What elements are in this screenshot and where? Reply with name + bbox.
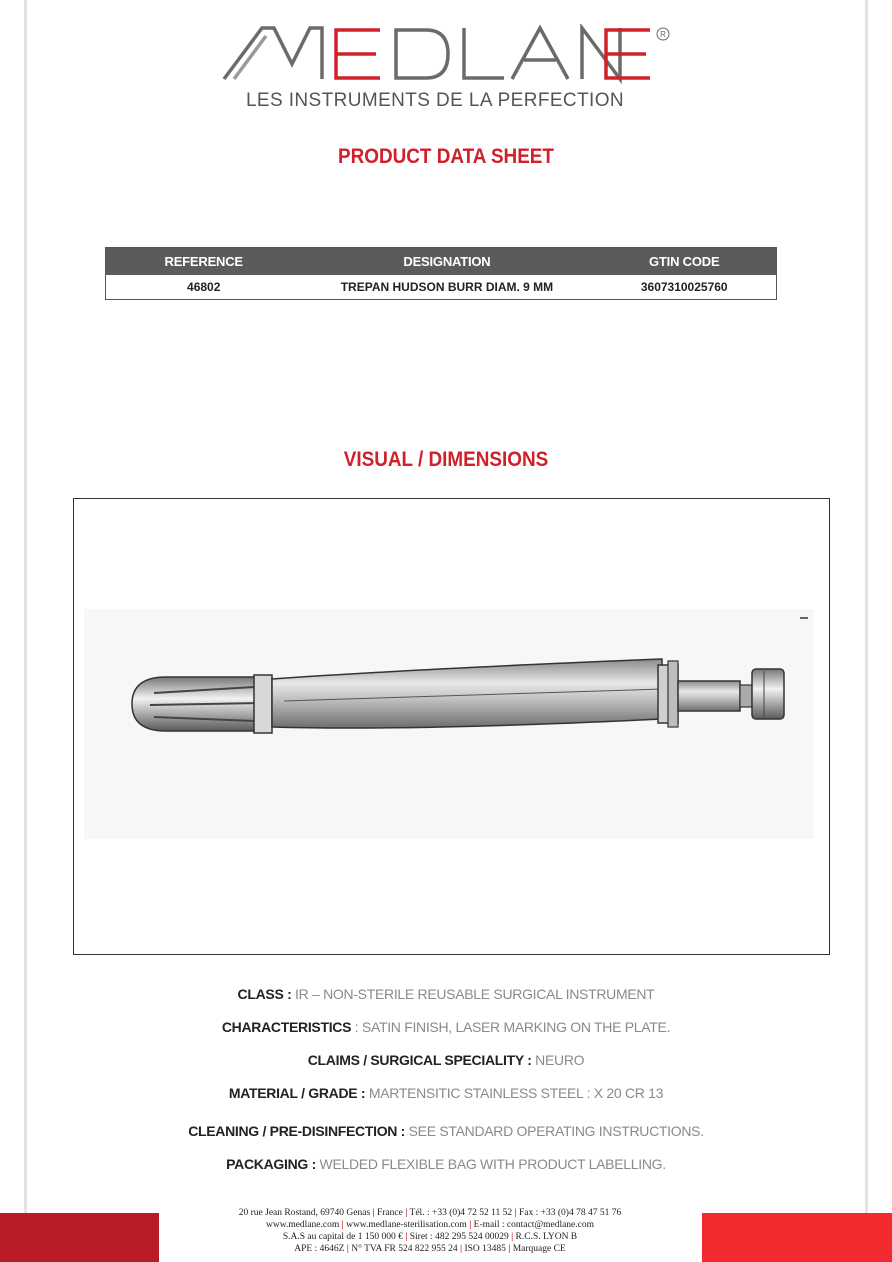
spec-characteristics: [0, 1019, 892, 1035]
spec-value: : SATIN FINISH, LASER MARKING ON THE PLATE.: [351, 1019, 671, 1035]
registered-mark: R: [660, 30, 666, 39]
footer-line-company: S.A.S au capital de 1 150 000 € | Siret : 482 295 524 00029 | R.C.S. LYON B: [282, 1232, 578, 1242]
footer-address: 20 rue Jean Rostand, 69740 Genas: [238, 1208, 373, 1218]
trepan-burr-drawing: [74, 499, 829, 954]
spec-label: PACKAGING :: [226, 1156, 316, 1172]
spec-value: NEURO: [531, 1052, 585, 1068]
footer-line-address: 20 rue Jean Rostand, 69740 Genas | France | Tél. : +33 (0)4 72 52 11 52 | Fax : +33 (0)4 78 47 51 76: [238, 1208, 622, 1218]
reference-table: [105, 247, 777, 300]
spec-class: [0, 986, 892, 1002]
cell-designation: TREPAN HUDSON BURR DIAM. 9 MM: [340, 280, 554, 294]
footer-fax: Fax : +33 (0)4 78 47 51 76: [516, 1208, 622, 1218]
table-header-row: [106, 248, 777, 276]
visual-dimensions-title: VISUAL / DIMENSIONS: [343, 448, 549, 471]
spec-value: WELDED FLEXIBLE BAG WITH PRODUCT LABELLING.: [315, 1156, 666, 1172]
footer-line-legal: APE : 4646Z | N° TVA FR 524 822 955 24 | ISO 13485 | Marquage CE: [294, 1244, 566, 1254]
footer-phone: Tél. : +33 (0)4 72 52 11 52: [407, 1208, 515, 1218]
header-reference: REFERENCE: [106, 248, 302, 276]
brand-tagline: LES INSTRUMENTS DE LA PERFECTION: [245, 90, 625, 111]
spec-cleaning: [0, 1123, 892, 1139]
footer-vat: N° TVA FR 524 822 955 24: [348, 1244, 460, 1254]
spec-value: SEE STANDARD OPERATING INSTRUCTIONS.: [405, 1123, 704, 1139]
footer-website-link[interactable]: www.medlane.com: [265, 1220, 342, 1230]
footer-sterilisation-link[interactable]: www.medlane-sterilisation.com: [343, 1220, 470, 1230]
spec-material: [0, 1085, 892, 1101]
footer-siret: Siret : 482 295 524 00029: [407, 1232, 512, 1242]
spec-label: MATERIAL / GRADE :: [228, 1085, 366, 1101]
header-designation: DESIGNATION: [301, 248, 592, 276]
cell-reference: 46802: [187, 280, 221, 294]
spec-label: CLAIMS / SURGICAL SPECIALITY :: [307, 1052, 532, 1068]
header-gtin-code: GTIN CODE: [592, 248, 776, 276]
footer-red-bar-left: [0, 1213, 159, 1262]
spec-label: CLASS :: [237, 986, 292, 1002]
spec-value: IR – NON-STERILE REUSABLE SURGICAL INSTRUMENT: [291, 986, 655, 1002]
medlane-logo: [222, 24, 672, 84]
footer-rcs: R.C.S. LYON B: [513, 1232, 578, 1242]
footer-ape: APE : 4646Z: [294, 1244, 347, 1254]
footer-ce-marking: Marquage CE: [510, 1244, 566, 1254]
spec-label: CLEANING / PRE-DISINFECTION :: [188, 1123, 406, 1139]
spec-claims: [0, 1052, 892, 1068]
table-row: [106, 275, 777, 300]
footer-iso: ISO 13485: [462, 1244, 509, 1254]
footer-line-web: www.medlane.com | www.medlane-sterilisation.com | E-mail : contact@medlane.com: [265, 1220, 594, 1230]
footer-country: France: [374, 1208, 406, 1218]
footer-email-link[interactable]: E-mail : contact@medlane.com: [471, 1220, 594, 1230]
spec-label: CHARACTERISTICS: [221, 1019, 352, 1035]
visual-box: [73, 498, 830, 955]
footer-capital: S.A.S au capital de 1 150 000 €: [282, 1232, 406, 1242]
spec-packaging: [0, 1156, 892, 1172]
spec-value: MARTENSITIC STAINLESS STEEL : X 20 CR 13: [365, 1085, 664, 1101]
footer-contact: [160, 1207, 700, 1255]
product-data-sheet-title: PRODUCT DATA SHEET: [338, 145, 554, 168]
footer-red-bar-right: [702, 1213, 892, 1262]
cell-gtin-code: 3607310025760: [640, 280, 728, 294]
